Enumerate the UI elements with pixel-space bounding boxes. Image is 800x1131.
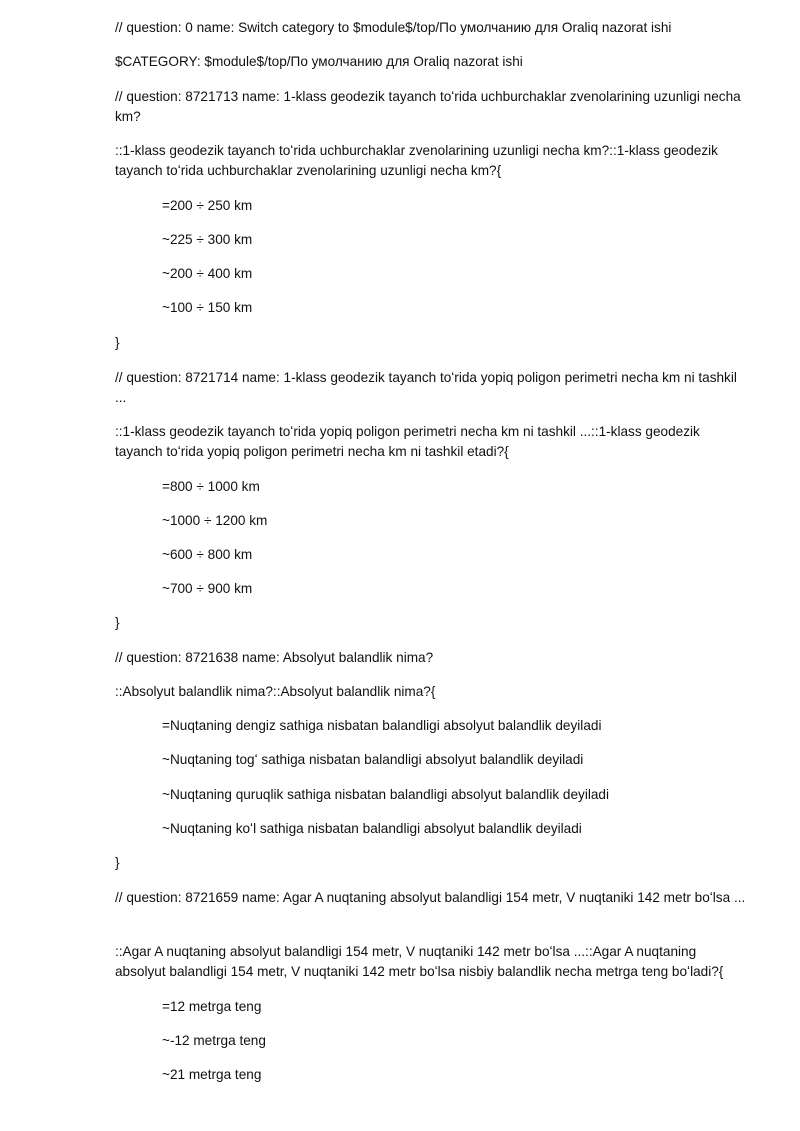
answer-option: =12 metrga teng xyxy=(162,999,262,1014)
question-comment: // question: 0 name: Switch category to $module$/top/По умолчанию для Oraliq nazorat ishi xyxy=(115,20,672,35)
answer-option: ~Nuqtaning togʻ sathiga nisbatan balandligi absolyut balandlik deyiladi xyxy=(162,752,584,767)
question-comment: // question: 8721713 name: 1-klass geodezik tayanch toʻrida uchburchaklar zvenolarining uzunligi necha km? xyxy=(115,89,741,124)
closing-brace: } xyxy=(115,335,120,350)
question-text: ::1-klass geodezik tayanch toʻrida uchburchaklar zvenolarining uzunligi necha km?::1-klass geodezik tayanch toʻrida uchburchaklar zvenolarining uzunligi necha km?{ xyxy=(115,143,718,178)
question-text: ::Agar A nuqtaning absolyut balandligi 154 metr, V nuqtaniki 142 metr boʻlsa ...::Agar A nuqtaning absolyut balandligi 154 metr, V nuqtaniki 142 metr boʻlsa nisbiy balandlik necha metrga teng boʻladi?{ xyxy=(115,944,724,979)
answer-option: ~-12 metrga teng xyxy=(162,1033,266,1048)
answer-option: ~Nuqtaning koʻl sathiga nisbatan balandligi absolyut balandlik deyiladi xyxy=(162,821,582,836)
answer-option: ~21 metrga teng xyxy=(162,1067,262,1082)
closing-brace: } xyxy=(115,615,120,630)
answer-option: ~200 ÷ 400 km xyxy=(162,266,253,281)
question-comment: // question: 8721714 name: 1-klass geodezik tayanch toʻrida yopiq poligon perimetri necha km ni tashkil ... xyxy=(115,370,737,405)
answer-option: =800 ÷ 1000 km xyxy=(162,479,260,494)
answer-option: ~225 ÷ 300 km xyxy=(162,232,253,247)
answer-option: ~100 ÷ 150 km xyxy=(162,300,253,315)
answer-option: =200 ÷ 250 km xyxy=(162,198,253,213)
answer-option: ~Nuqtaning quruqlik sathiga nisbatan balandligi absolyut balandlik deyiladi xyxy=(162,787,610,802)
answer-option: ~1000 ÷ 1200 km xyxy=(162,513,268,528)
closing-brace: } xyxy=(115,855,120,870)
question-text: ::1-klass geodezik tayanch toʻrida yopiq poligon perimetri necha km ni tashkil ...::1-klass geodezik tayanch toʻrida yopiq poligon perimetri necha km ni tashkil etadi?{ xyxy=(115,424,700,459)
question-comment: // question: 8721638 name: Absolyut balandlik nima? xyxy=(115,650,434,665)
question-comment: // question: 8721659 name: Agar A nuqtaning absolyut balandligi 154 metr, V nuqtaniki 142 metr boʻlsa ... xyxy=(115,890,746,905)
answer-option: =Nuqtaning dengiz sathiga nisbatan balandligi absolyut balandlik deyiladi xyxy=(162,718,602,733)
answer-option: ~600 ÷ 800 km xyxy=(162,547,253,562)
question-text: ::Absolyut balandlik nima?::Absolyut balandlik nima?{ xyxy=(115,684,436,699)
category-line: $CATEGORY: $module$/top/По умолчанию для Oraliq nazorat ishi xyxy=(115,54,523,69)
answer-option: ~700 ÷ 900 km xyxy=(162,581,253,596)
